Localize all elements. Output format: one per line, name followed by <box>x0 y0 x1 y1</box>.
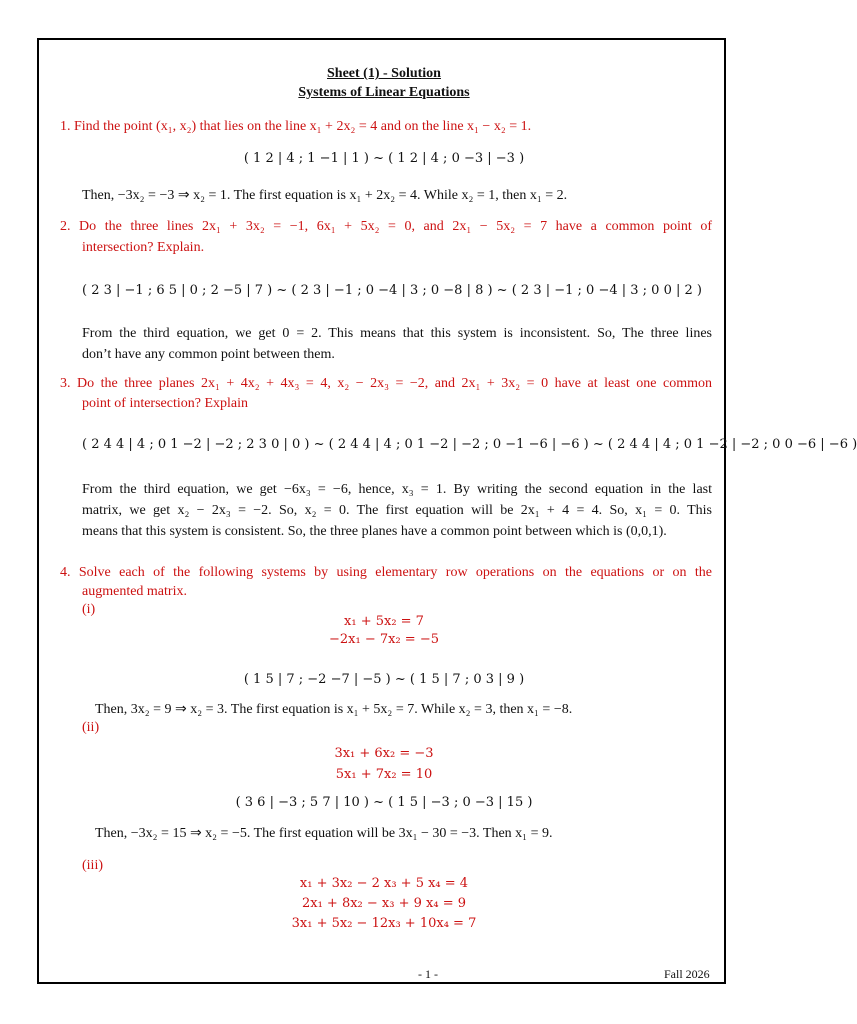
q4-part-iii-label: (iii) <box>82 858 103 873</box>
q4-part-i-eq2: −2x₁ − 7x₂ = −5 <box>329 632 439 647</box>
q4-question-line1: 4. Solve each of the following systems by using elementary row operations on the equations or on the <box>60 565 712 580</box>
sheet-subtitle: Systems of Linear Equations <box>298 85 470 100</box>
page-number: - 1 - <box>418 967 438 981</box>
q4-part-ii-eq2: 5x₁ + 7x₂ = 10 <box>335 767 433 782</box>
q4-part-i-answer: Then, 3x₂ = 9 ⇒ x₂ = 3. The first equation is x₁ + 5x₂ = 7. While x₂ = 3, then x₁ = −8. <box>95 702 573 717</box>
q2-matrices: ( 2 3 | −1 ; 6 5 | 0 ; 2 −5 | 7 ) ~ ( 2 3 | −1 ; 0 −4 | 3 ; 0 −8 | 8 ) ~ ( 2 3 | −1 ; 0 −4 | 3 ; 0 0 | 2 ) <box>82 283 702 298</box>
q1-question: 1. Find the point (x₁, x₂) that lies on the line x₁ + 2x₂ = 4 and on the line x₁ − x₂ = 1. <box>60 119 532 134</box>
q3-answer-line3: means that this system is consistent. So, the three planes have a common point between which is (0,0,1). <box>82 524 667 539</box>
q2-question-line2: intersection? Explain. <box>82 240 205 255</box>
q1-matrices: ( 1 2 | 4 ; 1 −1 | 1 ) ~ ( 1 2 | 4 ; 0 −3 | −3 ) <box>243 151 525 166</box>
footer-term: Fall 2026 <box>664 967 710 981</box>
q2-answer-line2: don’t have any common point between them. <box>82 347 335 362</box>
q2-question-line1: 2. Do the three lines 2x₁ + 3x₂ = −1, 6x₁ + 5x₂ = 0, and 2x₁ − 5x₂ = 7 have a common point of <box>60 219 712 234</box>
q4-part-ii-answer: Then, −3x₂ = 15 ⇒ x₂ = −5. The first equation will be 3x₁ − 30 = −3. Then x₁ = 9. <box>95 826 553 841</box>
sheet-title: Sheet (1) - Solution <box>327 66 441 81</box>
q4-part-i-eq1: x₁ + 5x₂ = 7 <box>344 614 424 629</box>
q4-part-ii-label: (ii) <box>82 720 100 735</box>
q4-part-i-matrices: ( 1 5 | 7 ; −2 −7 | −5 ) ~ ( 1 5 | 7 ; 0 3 | 9 ) <box>243 672 525 687</box>
q3-matrices: ( 2 4 4 | 4 ; 0 1 −2 | −2 ; 2 3 0 | 0 ) ~ ( 2 4 4 | 4 ; 0 1 −2 | −2 ; 0 −1 −6 | −6 ) ~ ( 2 4 4 | 4 ; 0 1 −2 | −2 ; 0 0 −6 | −6 ) <box>82 437 857 452</box>
q3-question-line2: point of intersection? Explain <box>82 396 249 411</box>
q3-question-line1: 3. Do the three planes 2x₁ + 4x₂ + 4x₃ = 4, x₂ − 2x₃ = −2, and 2x₁ + 3x₂ = 0 have at least one common <box>60 376 712 391</box>
q4-part-i-label: (i) <box>82 602 96 617</box>
q3-answer-line1: From the third equation, we get −6x₃ = −6, hence, x₃ = 1. By writing the second equation in the last <box>82 482 712 497</box>
q4-part-ii-eq1: 3x₁ + 6x₂ = −3 <box>334 746 434 761</box>
q4-part-iii-eq2: 2x₁ + 8x₂ − x₃ + 9 x₄ = 9 <box>301 896 467 911</box>
q1-answer: Then, −3x₂ = −3 ⇒ x₂ = 1. The first equation is x₁ + 2x₂ = 4. While x₂ = 1, then x₁ = 2. <box>82 188 568 203</box>
q2-answer-line1: From the third equation, we get 0 = 2. This means that this system is inconsistent. So, The three lines <box>82 326 712 341</box>
q4-question-line2: augmented matrix. <box>82 584 187 599</box>
q4-part-ii-matrices: ( 3 6 | −3 ; 5 7 | 10 ) ~ ( 1 5 | −3 ; 0 −3 | 15 ) <box>235 795 533 810</box>
q3-answer-line2: matrix, we get x₂ − 2x₃ = −2. So, x₂ = 0. The first equation will be 2x₁ + 4 = 4. So, x₁ = 0. This <box>82 503 712 518</box>
q4-part-iii-eq3: 3x₁ + 5x₂ − 12x₃ + 10x₄ = 7 <box>291 916 477 931</box>
q4-part-iii-eq1: x₁ + 3x₂ − 2 x₃ + 5 x₄ = 4 <box>299 876 469 891</box>
